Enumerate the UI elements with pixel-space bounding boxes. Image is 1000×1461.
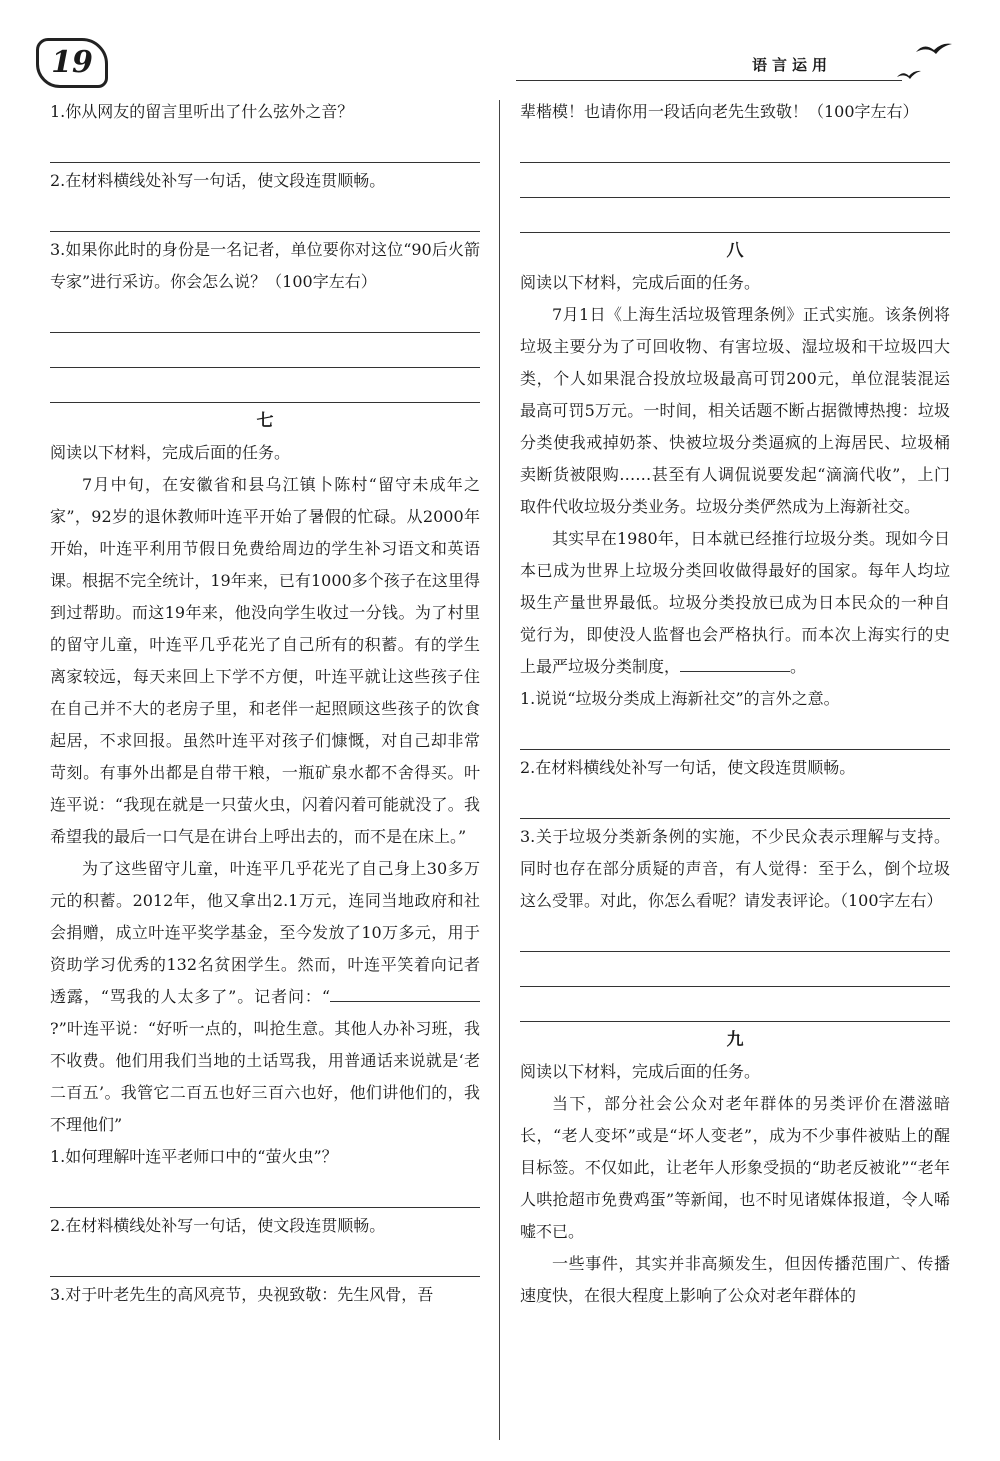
section-8-title: 八	[726, 241, 744, 261]
question-7-3: 3.对于叶老先生的高风亮节，央视致敬：先生风骨，吾	[50, 1285, 434, 1304]
section-7-paragraph-1: 7月中旬，在安徽省和县乌江镇卜陈村“留守未成年之家”，92岁的退休教师叶连平开始了暑假的忙碌。从2000年开始，叶连平利用节假日免费给周边的学生补习语文和英语课。根据不完全统计，19年来，已有1000多个孩子在这里得到过帮助。而这19年来，他没向学生收过一分钱。为了村里的留守儿童，叶连平几乎花光了自己所有的积蓄。有的学生离家较远，每天来回上下学不方便，叶连平就让这些孩子住在自己并不大的老房子里，和老伴一起照顾这些孩子的饮食起居，不求回报。虽然叶连平对孩子们慷慨，对自己却非常苛刻。有事外出都是自带干粮，一瓶矿泉水都不舍得买。叶连平说：“我现在就是一只萤火虫，闪着闪着可能就没了。我希望我的最后一口气是在讲台上呼出去的，而不是在床上。”	[50, 475, 480, 846]
paragraph-2-start: 为了这些留守儿童，叶连平几乎花光了自己身上30多万元的积蓄。2012年，他又拿出2.1万元，连同当地政府和社会捐赠，成立叶连平奖学基金，至今发放了10万多元，用于资助学习优秀的132名贫困学生。然而，叶连平笑着向记者透露，“骂我的人太多了”。记者问：“	[50, 859, 480, 1006]
answer-line[interactable]	[520, 917, 950, 952]
question-7-3-continued: 辈楷模！也请你用一段话向老先生致敬！（100字左右）	[520, 102, 919, 121]
answer-line[interactable]	[50, 368, 480, 403]
paragraph-2-start: 其实早在1980年，日本就已经推行垃圾分类。现如今日本已成为世界上垃圾分类回收做得最好的国家。每年人均垃圾生产量世界最低。垃圾分类投放已成为日本民众的一种自觉行为，即使没人监督也会严格执行。而本次上海实行的史上最严垃圾分类制度，	[520, 529, 950, 676]
question-8-2: 2.在材料横线处补写一句话，使文段连贯顺畅。	[520, 758, 856, 777]
section-9-intro: 阅读以下材料，完成后面的任务。	[520, 1062, 761, 1081]
question-6-1: 1.你从网友的留言里听出了什么弦外之音？	[50, 102, 354, 121]
bird-icon	[914, 40, 954, 60]
answer-line[interactable]	[520, 715, 950, 750]
question-6-3: 3.如果你此时的身份是一名记者，单位要你对这位“90后火箭专家”进行采访。你会怎么说？（100字左右）	[50, 240, 480, 291]
section-9-paragraph-1: 当下，部分社会公众对老年群体的另类评价在潜滋暗长，“老人变坏”或是“坏人变老”，成为不少事件被贴上的醒目标签。不仅如此，让老年人形象受损的“助老反被讹”“老年人哄抢超市免费鸡蛋”等新闻，也不时见诸媒体报道，令人唏嘘不已。	[520, 1094, 950, 1241]
answer-line[interactable]	[520, 128, 950, 163]
question-8-1: 1.说说“垃圾分类成上海新社交”的言外之意。	[520, 689, 840, 708]
answer-line[interactable]	[50, 128, 480, 163]
answer-line[interactable]	[50, 298, 480, 333]
section-9-paragraph-2: 一些事件，其实并非高频发生，但因传播范围广、传播速度快，在很大程度上影响了公众对老年群体的	[520, 1254, 950, 1305]
paragraph-2-end: 。	[790, 657, 807, 676]
section-8-paragraph-2	[520, 523, 950, 683]
answer-line[interactable]	[520, 198, 950, 233]
column-divider	[499, 100, 500, 1440]
left-column	[50, 96, 480, 1311]
bird-icon-small	[896, 68, 922, 82]
header-title: 语言运用	[752, 56, 833, 74]
answer-line[interactable]	[520, 952, 950, 987]
header-rule	[516, 80, 902, 81]
fill-in-blank[interactable]	[680, 651, 790, 672]
question-6-2: 2.在材料横线处补写一句话，使文段连贯顺畅。	[50, 171, 386, 190]
answer-line[interactable]	[520, 987, 950, 1022]
section-7-paragraph-2	[50, 853, 480, 1141]
answer-line[interactable]	[50, 1173, 480, 1208]
answer-line[interactable]	[520, 163, 950, 198]
right-column	[520, 96, 950, 1312]
answer-line[interactable]	[50, 333, 480, 368]
page-number: 19	[36, 38, 108, 88]
paragraph-2-end: ?”叶连平说：“好听一点的，叫抢生意。其他人办补习班，我不收费。他们用我们当地的土话骂我，用普通话来说就是‘老二百五’。我管它二百五也好三百六也好，他们讲他们的，我不理他们”	[50, 1019, 480, 1134]
section-7-intro: 阅读以下材料，完成后面的任务。	[50, 443, 291, 462]
question-8-3: 3.关于垃圾分类新条例的实施，不少民众表示理解与支持。同时也存在部分质疑的声音，有人觉得：至于么，倒个垃圾这么受罪。对此，你怎么看呢？请发表评论。（100字左右）	[520, 827, 950, 910]
answer-line[interactable]	[50, 1242, 480, 1277]
answer-line[interactable]	[520, 784, 950, 819]
question-7-1: 1.如何理解叶连平老师口中的“萤火虫”？	[50, 1147, 338, 1166]
section-9-title: 九	[726, 1030, 744, 1050]
question-7-2: 2.在材料横线处补写一句话，使文段连贯顺畅。	[50, 1216, 386, 1235]
section-7-title: 七	[256, 411, 274, 431]
section-8-intro: 阅读以下材料，完成后面的任务。	[520, 273, 761, 292]
section-8-paragraph-1: 7月1日《上海生活垃圾管理条例》正式实施。该条例将垃圾主要分为了可回收物、有害垃圾、湿垃圾和干垃圾四大类，个人如果混合投放垃圾最高可罚200元，单位混装混运最高可罚5万元。一时间，相关话题不断占据微博热搜：垃圾分类使我戒掉奶茶、快被垃圾分类逼疯的上海居民、垃圾桶卖断货被限购……甚至有人调侃说要发起“滴滴代收”，上门取件代收垃圾分类业务。垃圾分类俨然成为上海新社交。	[520, 305, 950, 516]
answer-line[interactable]	[50, 197, 480, 232]
fill-in-blank[interactable]	[330, 981, 480, 1002]
